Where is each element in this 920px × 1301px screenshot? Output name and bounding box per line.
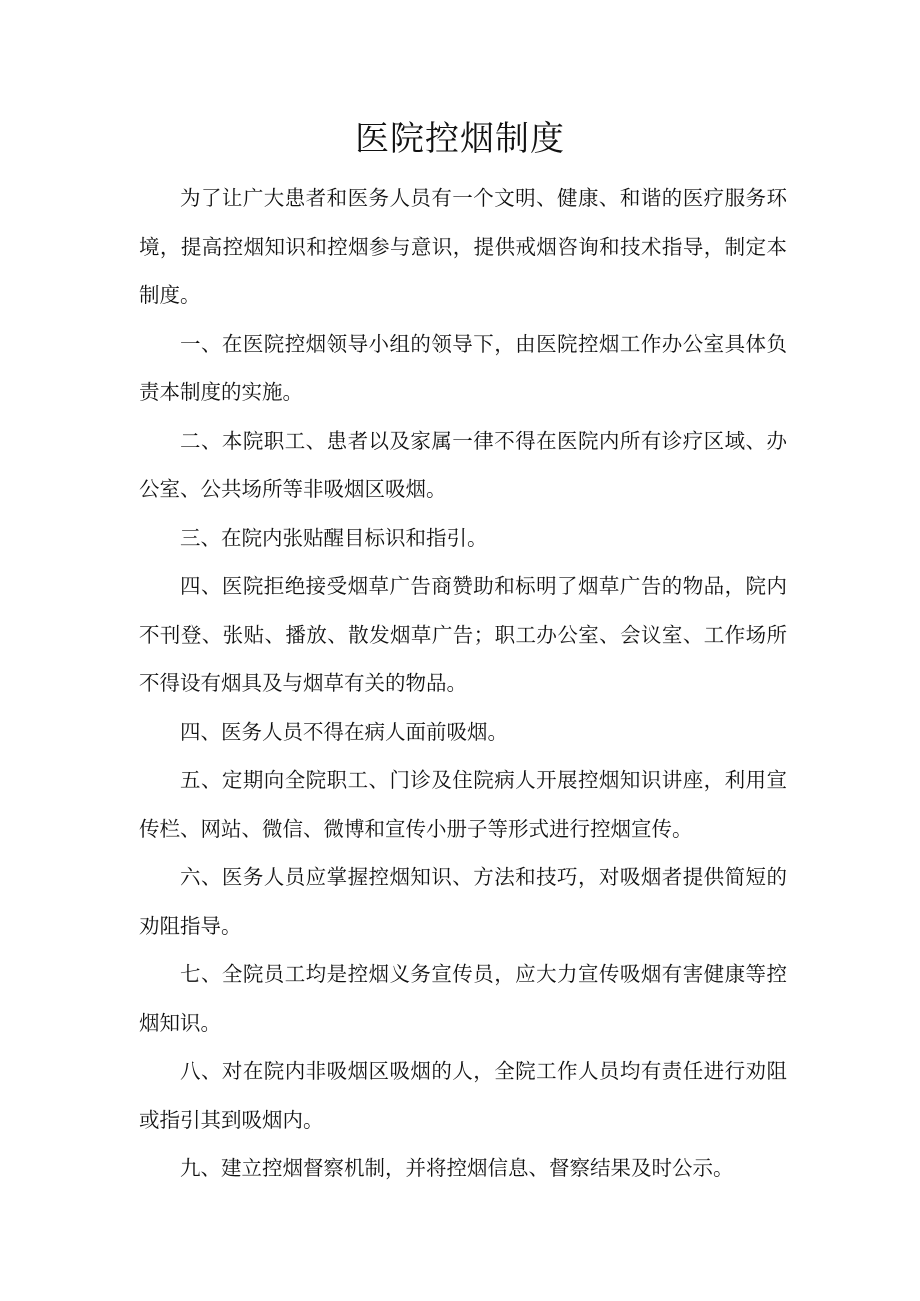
paragraph-intro: 为了让广大患者和医务人员有一个文明、健康、和谐的医疗服务环境，提高控烟知识和控烟参与意识，提供戒烟咨询和技术指导，制定本制度。: [139, 186, 787, 307]
document-body: [139, 174, 787, 1193]
paragraph-item-6: 六、医务人员应掌握控烟知识、方法和技巧，对吸烟者提供简短的劝阻指导。: [139, 865, 787, 938]
paragraph-item-3: 三、在院内张贴醒目标识和指引。: [180, 525, 488, 550]
paragraph-item-4b: 四、医务人员不得在病人面前吸烟。: [180, 719, 508, 744]
paragraph-item-9: 九、建立控烟督察机制，并将控烟信息、督察结果及时公示。: [180, 1156, 734, 1180]
paragraph-item-5: 五、定期向全院职工、门诊及住院病人开展控烟知识讲座，利用宣传栏、网站、微信、微博和宣传小册子等形式进行控烟宣传。: [139, 768, 787, 841]
paragraph-item-7: 七、全院员工均是控烟义务宣传员，应大力宣传吸烟有害健康等控烟知识。: [139, 962, 787, 1035]
document-title: 医院控烟制度: [355, 119, 565, 159]
paragraph-item-8: 八、对在院内非吸烟区吸烟的人，全院工作人员均有责任进行劝阻或指引其到吸烟内。: [139, 1059, 787, 1132]
paragraph-item-4: 四、医院拒绝接受烟草广告商赞助和标明了烟草广告的物品，院内不刊登、张贴、播放、散发烟草广告；职工办公室、会议室、工作场所不得设有烟具及与烟草有关的物品。: [139, 574, 787, 695]
paragraph-item-1: 一、在医院控烟领导小组的领导下，由医院控烟工作办公室具体负责本制度的实施。: [139, 331, 787, 404]
paragraph-item-2: 二、本院职工、患者以及家属一律不得在医院内所有诊疗区域、办公室、公共场所等非吸烟区吸烟。: [139, 428, 787, 501]
